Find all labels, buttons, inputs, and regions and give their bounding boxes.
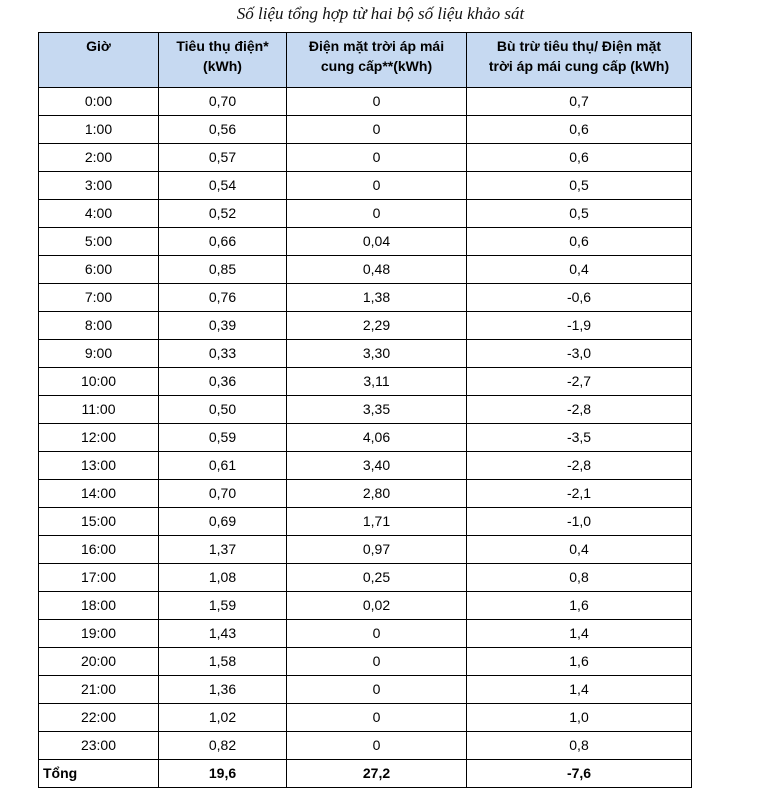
table-row bbox=[39, 116, 692, 144]
table-row bbox=[39, 508, 692, 536]
cell-hour: 19:00 bbox=[39, 620, 159, 648]
cell-net-offset: 0,6 bbox=[467, 116, 692, 144]
cell-hour: 12:00 bbox=[39, 424, 159, 452]
table-row bbox=[39, 172, 692, 200]
cell-net-offset: 0,4 bbox=[467, 256, 692, 284]
cell-consumption: 0,56 bbox=[159, 116, 287, 144]
cell-net-offset: -3,0 bbox=[467, 340, 692, 368]
table-row bbox=[39, 284, 692, 312]
header-net-offset: Bù trừ tiêu thụ/ Điện mặt trời áp mái cung cấp (kWh) bbox=[467, 33, 692, 88]
cell-consumption: 0,70 bbox=[159, 88, 287, 116]
cell-solar-supply: 0,02 bbox=[287, 592, 467, 620]
cell-consumption: 0,61 bbox=[159, 452, 287, 480]
cell-net-offset: 1,4 bbox=[467, 620, 692, 648]
cell-consumption: 1,43 bbox=[159, 620, 287, 648]
cell-consumption: 1,36 bbox=[159, 676, 287, 704]
cell-net-offset: -2,1 bbox=[467, 480, 692, 508]
cell-consumption: 0,85 bbox=[159, 256, 287, 284]
cell-hour: 11:00 bbox=[39, 396, 159, 424]
total-row bbox=[39, 760, 692, 788]
total-label: Tổng bbox=[39, 760, 159, 788]
cell-consumption: 0,66 bbox=[159, 228, 287, 256]
cell-hour: 15:00 bbox=[39, 508, 159, 536]
cell-solar-supply: 4,06 bbox=[287, 424, 467, 452]
cell-solar-supply: 2,29 bbox=[287, 312, 467, 340]
cell-hour: 6:00 bbox=[39, 256, 159, 284]
cell-consumption: 1,02 bbox=[159, 704, 287, 732]
cell-hour: 2:00 bbox=[39, 144, 159, 172]
cell-hour: 3:00 bbox=[39, 172, 159, 200]
cell-solar-supply: 0 bbox=[287, 732, 467, 760]
cell-hour: 8:00 bbox=[39, 312, 159, 340]
table-row bbox=[39, 452, 692, 480]
table-row bbox=[39, 592, 692, 620]
cell-net-offset: 0,5 bbox=[467, 200, 692, 228]
cell-net-offset: -3,5 bbox=[467, 424, 692, 452]
cell-consumption: 0,39 bbox=[159, 312, 287, 340]
table-row bbox=[39, 144, 692, 172]
cell-solar-supply: 1,38 bbox=[287, 284, 467, 312]
cell-hour: 22:00 bbox=[39, 704, 159, 732]
cell-solar-supply: 0 bbox=[287, 116, 467, 144]
table-row bbox=[39, 424, 692, 452]
cell-consumption: 0,33 bbox=[159, 340, 287, 368]
cell-hour: 10:00 bbox=[39, 368, 159, 396]
cell-solar-supply: 3,30 bbox=[287, 340, 467, 368]
cell-net-offset: -1,0 bbox=[467, 508, 692, 536]
cell-net-offset: -0,6 bbox=[467, 284, 692, 312]
cell-hour: 20:00 bbox=[39, 648, 159, 676]
cell-hour: 16:00 bbox=[39, 536, 159, 564]
energy-summary-table bbox=[38, 32, 692, 788]
cell-solar-supply: 0 bbox=[287, 172, 467, 200]
cell-solar-supply: 0,25 bbox=[287, 564, 467, 592]
table-row bbox=[39, 732, 692, 760]
cell-consumption: 0,69 bbox=[159, 508, 287, 536]
cell-net-offset: -2,8 bbox=[467, 396, 692, 424]
cell-hour: 7:00 bbox=[39, 284, 159, 312]
cell-solar-supply: 0 bbox=[287, 200, 467, 228]
table-row bbox=[39, 648, 692, 676]
cell-consumption: 0,82 bbox=[159, 732, 287, 760]
cell-solar-supply: 1,71 bbox=[287, 508, 467, 536]
cell-solar-supply: 0 bbox=[287, 648, 467, 676]
cell-solar-supply: 3,35 bbox=[287, 396, 467, 424]
total-solar-supply: 27,2 bbox=[287, 760, 467, 788]
cell-solar-supply: 3,11 bbox=[287, 368, 467, 396]
cell-consumption: 1,59 bbox=[159, 592, 287, 620]
header-consumption: Tiêu thụ điện* (kWh) bbox=[159, 33, 287, 88]
cell-solar-supply: 0 bbox=[287, 676, 467, 704]
cell-net-offset: 1,0 bbox=[467, 704, 692, 732]
table-caption: Số liệu tổng hợp từ hai bộ số liệu khảo sát bbox=[236, 4, 525, 23]
cell-solar-supply: 0 bbox=[287, 144, 467, 172]
table-row bbox=[39, 312, 692, 340]
table-row bbox=[39, 256, 692, 284]
cell-solar-supply: 2,80 bbox=[287, 480, 467, 508]
cell-hour: 13:00 bbox=[39, 452, 159, 480]
cell-consumption: 0,76 bbox=[159, 284, 287, 312]
cell-net-offset: 0,6 bbox=[467, 228, 692, 256]
cell-solar-supply: 0 bbox=[287, 704, 467, 732]
cell-consumption: 1,08 bbox=[159, 564, 287, 592]
cell-consumption: 0,70 bbox=[159, 480, 287, 508]
cell-net-offset: 0,7 bbox=[467, 88, 692, 116]
table-row bbox=[39, 704, 692, 732]
table-row bbox=[39, 676, 692, 704]
cell-solar-supply: 0,04 bbox=[287, 228, 467, 256]
header-row bbox=[39, 33, 692, 88]
table-row bbox=[39, 536, 692, 564]
table-row bbox=[39, 88, 692, 116]
table-row bbox=[39, 620, 692, 648]
table-row bbox=[39, 340, 692, 368]
cell-solar-supply: 0,97 bbox=[287, 536, 467, 564]
cell-hour: 18:00 bbox=[39, 592, 159, 620]
cell-net-offset: 0,8 bbox=[467, 564, 692, 592]
cell-hour: 1:00 bbox=[39, 116, 159, 144]
cell-hour: 17:00 bbox=[39, 564, 159, 592]
cell-hour: 14:00 bbox=[39, 480, 159, 508]
cell-solar-supply: 0 bbox=[287, 620, 467, 648]
table-row bbox=[39, 396, 692, 424]
cell-net-offset: 0,8 bbox=[467, 732, 692, 760]
table-row bbox=[39, 228, 692, 256]
cell-consumption: 1,37 bbox=[159, 536, 287, 564]
cell-solar-supply: 0 bbox=[287, 88, 467, 116]
cell-consumption: 0,36 bbox=[159, 368, 287, 396]
cell-solar-supply: 0,48 bbox=[287, 256, 467, 284]
cell-net-offset: 0,6 bbox=[467, 144, 692, 172]
cell-consumption: 1,58 bbox=[159, 648, 287, 676]
table-row bbox=[39, 564, 692, 592]
cell-consumption: 0,50 bbox=[159, 396, 287, 424]
cell-net-offset: -1,9 bbox=[467, 312, 692, 340]
cell-net-offset: 0,4 bbox=[467, 536, 692, 564]
table-row bbox=[39, 200, 692, 228]
cell-consumption: 0,57 bbox=[159, 144, 287, 172]
cell-consumption: 0,59 bbox=[159, 424, 287, 452]
cell-hour: 4:00 bbox=[39, 200, 159, 228]
cell-net-offset: 1,4 bbox=[467, 676, 692, 704]
cell-hour: 21:00 bbox=[39, 676, 159, 704]
total-net-offset: -7,6 bbox=[467, 760, 692, 788]
cell-net-offset: 1,6 bbox=[467, 592, 692, 620]
cell-net-offset: -2,7 bbox=[467, 368, 692, 396]
table-row bbox=[39, 368, 692, 396]
cell-hour: 23:00 bbox=[39, 732, 159, 760]
cell-net-offset: -2,8 bbox=[467, 452, 692, 480]
cell-consumption: 0,52 bbox=[159, 200, 287, 228]
header-hour: Giờ bbox=[39, 33, 159, 88]
cell-hour: 5:00 bbox=[39, 228, 159, 256]
cell-hour: 9:00 bbox=[39, 340, 159, 368]
cell-consumption: 0,54 bbox=[159, 172, 287, 200]
table-row bbox=[39, 480, 692, 508]
cell-solar-supply: 3,40 bbox=[287, 452, 467, 480]
total-consumption: 19,6 bbox=[159, 760, 287, 788]
cell-hour: 0:00 bbox=[39, 88, 159, 116]
cell-net-offset: 1,6 bbox=[467, 648, 692, 676]
cell-net-offset: 0,5 bbox=[467, 172, 692, 200]
header-solar-supply: Điện mặt trời áp mái cung cấp**(kWh) bbox=[287, 33, 467, 88]
